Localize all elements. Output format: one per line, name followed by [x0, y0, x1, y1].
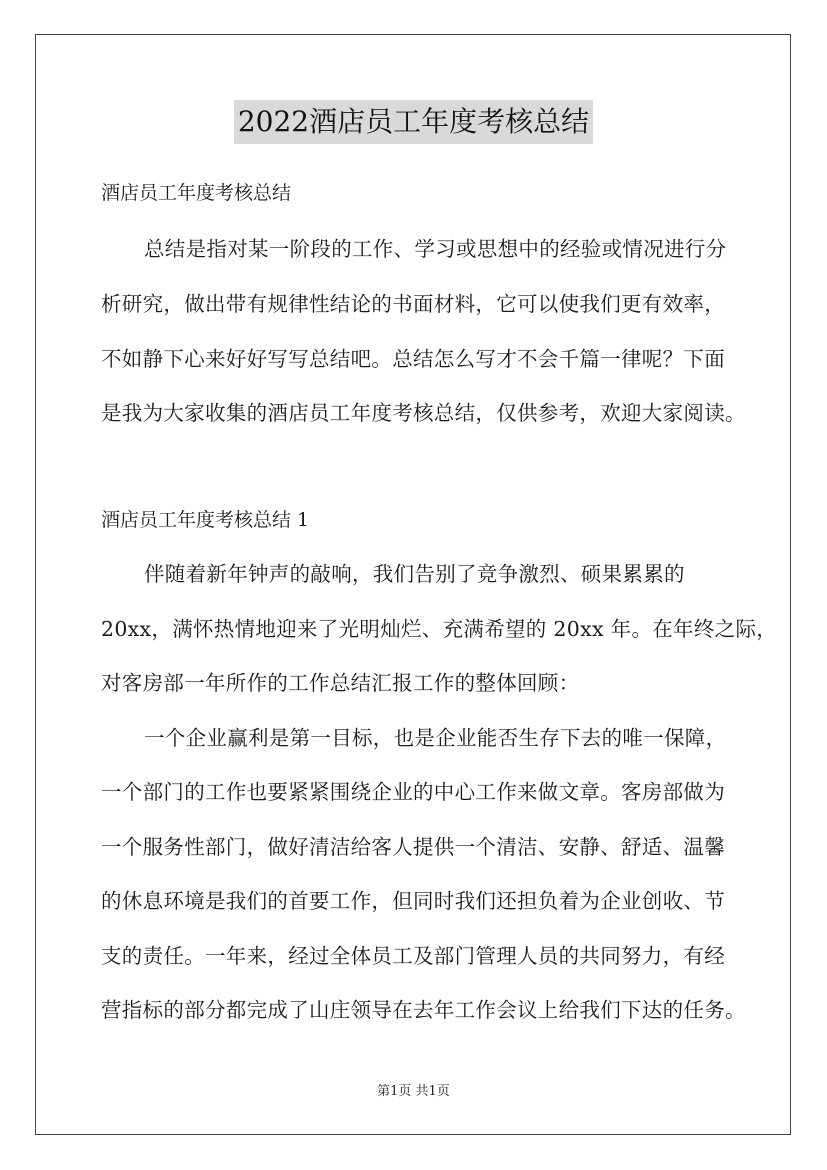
section-heading-1: 酒店员工年度考核总结 [101, 182, 292, 204]
page-number: 第1页 共1页 [377, 1084, 450, 1099]
document-title [0, 100, 827, 144]
para1-line-3: 对客房部一年所作的工作总结汇报工作的整体回顾： [101, 671, 580, 695]
intro-line-2: 析研究，做出带有规律性结论的书面材料，它可以使我们更有效率， [101, 292, 725, 316]
document-title-text: 2022酒店员工年度考核总结 [234, 100, 593, 144]
intro-line-3: 不如静下心来好好写写总结吧。总结怎么写才不会千篇一律呢？下面 [101, 347, 725, 371]
para2-line-3: 一个服务性部门，做好清洁给客人提供一个清洁、安静、舒适、温馨 [101, 835, 725, 859]
para1-line-2: 20xx，满怀热情地迎来了光明灿烂、充满希望的 20xx 年。在年终之际， [101, 617, 778, 641]
para2-line-5: 支的责任。一年来，经过全体员工及部门管理人员的共同努力，有经 [101, 944, 725, 968]
para1-line-1: 伴随着新年钟声的敲响，我们告别了竞争激烈、硕果累累的 [144, 562, 685, 586]
para2-line-4: 的休息环境是我们的首要工作，但同时我们还担负着为企业创收、节 [101, 889, 725, 913]
para2-line-1: 一个企业赢利是第一目标，也是企业能否生存下去的唯一保障， [144, 726, 727, 750]
para2-line-2: 一个部门的工作也要紧紧围绕企业的中心工作来做文章。客房部做为 [101, 780, 725, 804]
intro-line-1: 总结是指对某一阶段的工作、学习或思想中的经验或情况进行分 [144, 237, 727, 261]
page-footer [0, 1082, 827, 1102]
para2-line-6: 营指标的部分都完成了山庄领导在去年工作会议上给我们下达的任务。 [101, 998, 746, 1022]
section-heading-2: 酒店员工年度考核总结 1 [101, 509, 310, 531]
intro-line-4: 是我为大家收集的酒店员工年度考核总结，仅供参考，欢迎大家阅读。 [101, 401, 746, 425]
